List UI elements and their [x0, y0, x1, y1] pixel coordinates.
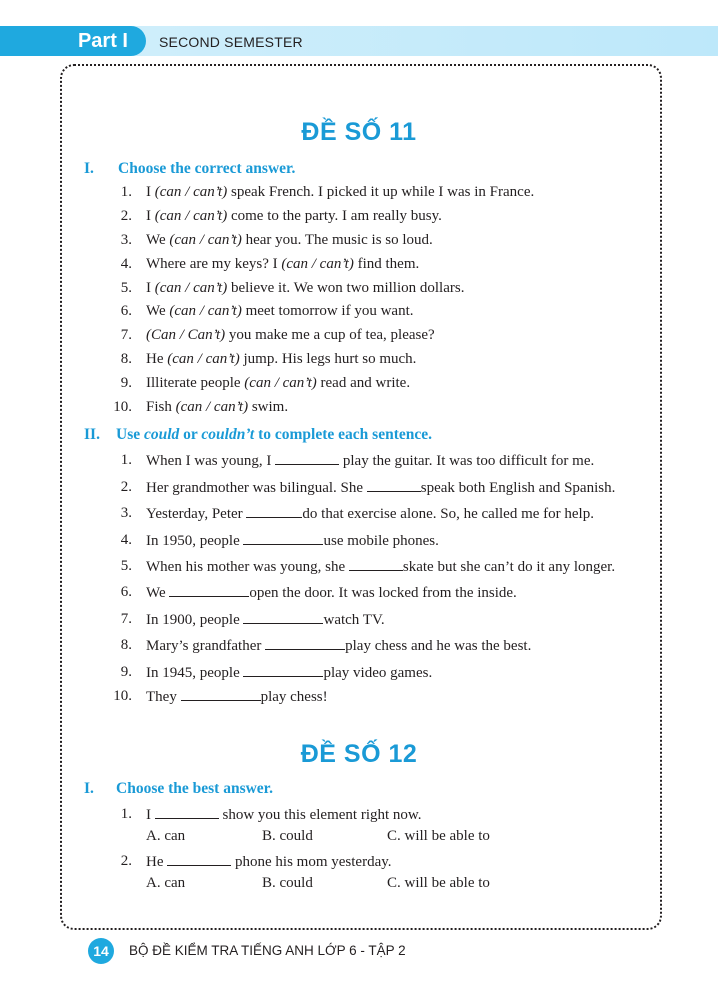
question-text: Mary’s grandfather play chess and he was the best. — [146, 638, 532, 654]
question-text: In 1945, people play video games. — [146, 665, 433, 681]
answer-blank[interactable] — [181, 687, 261, 701]
question-number: 1. — [120, 184, 132, 200]
answer-blank[interactable] — [167, 852, 231, 866]
page-number: 14 — [88, 938, 114, 964]
question-text: I (can / can’t) believe it. We won two million dollars. — [146, 280, 465, 296]
option-a[interactable]: A. can — [146, 875, 186, 891]
question-number: 2. — [120, 853, 132, 869]
question-text: We open the door. It was locked from the inside. — [146, 585, 517, 601]
question-text: We (can / can’t) meet tomorrow if you want. — [146, 303, 414, 319]
section-number: II. — [84, 426, 100, 443]
option-b[interactable]: B. could — [262, 875, 313, 891]
question-number: 7. — [120, 327, 132, 343]
question-text: I show you this element right now. — [146, 807, 422, 823]
question-text: They play chess! — [146, 689, 328, 705]
part-label: Part I — [0, 26, 146, 56]
question-number: 1. — [120, 452, 132, 468]
question-text: Her grandmother was bilingual. She speak both English and Spanish. — [146, 480, 616, 496]
option-b[interactable]: B. could — [262, 828, 313, 844]
question-text: (Can / Can’t) you make me a cup of tea, please? — [146, 327, 435, 343]
question-number: 9. — [120, 375, 132, 391]
option-a[interactable]: A. can — [146, 828, 186, 844]
answer-blank[interactable] — [169, 583, 249, 597]
semester-label: SECOND SEMESTER — [159, 34, 303, 50]
question-text: Where are my keys? I (can / can’t) find them. — [146, 256, 420, 272]
section-number: I. — [84, 160, 94, 177]
question-text: He phone his mom yesterday. — [146, 854, 392, 870]
option-c[interactable]: C. will be able to — [387, 875, 490, 891]
answer-blank[interactable] — [265, 636, 345, 650]
question-text: Yesterday, Peter do that exercise alone. So, he called me for help. — [146, 506, 594, 522]
question-text: I (can / can’t) come to the party. I am really busy. — [146, 208, 442, 224]
question-number: 4. — [120, 532, 132, 548]
section-title: Choose the best answer. — [116, 780, 274, 797]
question-number: 2. — [120, 208, 132, 224]
answer-blank[interactable] — [367, 478, 421, 492]
question-text: When his mother was young, she skate but she can’t do it any longer. — [146, 559, 616, 575]
question-number: 10. — [113, 688, 132, 704]
answer-blank[interactable] — [155, 805, 219, 819]
answer-blank[interactable] — [246, 504, 302, 518]
option-c[interactable]: C. will be able to — [387, 828, 490, 844]
question-number: 2. — [120, 479, 132, 495]
question-number: 5. — [120, 558, 132, 574]
section-title: Use could or couldn’t to complete each sentence. — [116, 426, 432, 443]
answer-blank[interactable] — [243, 663, 323, 677]
question-number: 8. — [120, 351, 132, 367]
answer-blank[interactable] — [243, 531, 323, 545]
question-text: Illiterate people (can / can’t) read and write. — [146, 375, 411, 391]
exam-12-title: ĐỀ SỐ 12 — [300, 740, 418, 768]
question-number: 1. — [120, 806, 132, 822]
section-number: I. — [84, 780, 94, 797]
question-text: He (can / can’t) jump. His legs hurt so much. — [146, 351, 417, 367]
question-text: Fish (can / can’t) swim. — [146, 399, 289, 415]
answer-blank[interactable] — [243, 610, 323, 624]
question-number: 5. — [120, 280, 132, 296]
question-text: In 1950, people use mobile phones. — [146, 533, 439, 549]
question-text: I (can / can’t) speak French. I picked it up while I was in France. — [146, 184, 535, 200]
question-number: 3. — [120, 505, 132, 521]
section-title: Choose the correct answer. — [118, 160, 296, 177]
question-text: In 1900, people watch TV. — [146, 612, 385, 628]
question-number: 10. — [113, 399, 132, 415]
question-number: 8. — [120, 637, 132, 653]
answer-blank[interactable] — [275, 451, 339, 465]
exam-11-title: ĐỀ SỐ 11 — [301, 118, 417, 146]
question-number: 7. — [120, 611, 132, 627]
book-title: BỘ ĐỀ KIỂM TRA TIẾNG ANH LỚP 6 - TẬP 2 — [129, 943, 406, 958]
question-number: 4. — [120, 256, 132, 272]
question-number: 6. — [120, 303, 132, 319]
question-number: 9. — [120, 664, 132, 680]
question-number: 6. — [120, 584, 132, 600]
question-text: We (can / can’t) hear you. The music is so loud. — [146, 232, 433, 248]
question-text: When I was young, I play the guitar. It was too difficult for me. — [146, 453, 595, 469]
question-number: 3. — [120, 232, 132, 248]
answer-blank[interactable] — [349, 557, 403, 571]
